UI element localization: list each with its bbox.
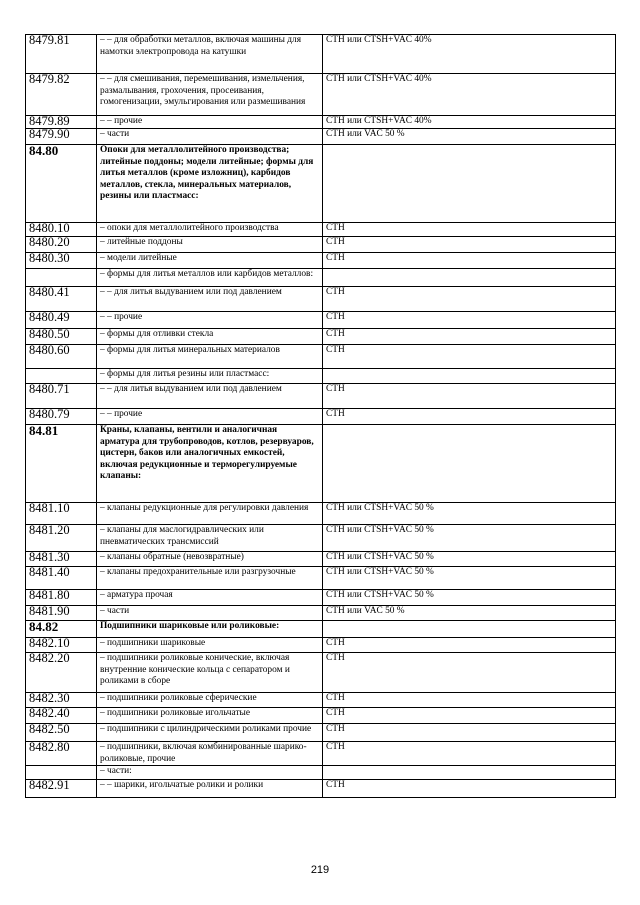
rule-cell: СТН — [323, 384, 616, 409]
rule-cell: СТН или CTSH+VAC 40% — [323, 116, 616, 129]
description-cell: – подшипники, включая комбинированные шарико-роликовые, прочие — [97, 742, 323, 766]
table-row — [26, 742, 616, 766]
heading-row — [26, 621, 616, 638]
rule-cell: СТН — [323, 780, 616, 798]
code-cell: 8480.79 — [26, 409, 97, 425]
code-cell: 8480.20 — [26, 237, 97, 253]
description-cell: – – шарики, игольчатые ролики и ролики — [97, 780, 323, 798]
description-cell: – подшипники роликовые игольчатые — [97, 708, 323, 724]
table-row — [26, 409, 616, 425]
description-cell: – формы для литья резины или пластмасс: — [97, 369, 323, 384]
description-cell: – опоки для металлолитейного производства — [97, 223, 323, 237]
description-cell: – части: — [97, 766, 323, 780]
description-cell: – формы для литья минеральных материалов — [97, 345, 323, 369]
description-cell: Подшипники шариковые или роликовые: — [97, 621, 323, 638]
table-row — [26, 287, 616, 312]
rule-cell: СТН — [323, 329, 616, 345]
table-row — [26, 503, 616, 525]
rule-cell: СТН или CTSH+VAC 50 % — [323, 567, 616, 590]
table-row — [26, 653, 616, 693]
table-row — [26, 525, 616, 552]
table-row — [26, 74, 616, 116]
tariff-table-body — [26, 35, 616, 798]
code-cell — [26, 369, 97, 384]
code-cell: 8482.10 — [26, 638, 97, 653]
description-cell: – подшипники шариковые — [97, 638, 323, 653]
code-cell: 8481.20 — [26, 525, 97, 552]
rule-cell: СТН или CTSH+VAC 50 % — [323, 590, 616, 606]
rule-cell: СТН — [323, 223, 616, 237]
description-cell: – – для литья выдуванием или под давлением — [97, 384, 323, 409]
table-row — [26, 312, 616, 329]
description-cell: – литейные поддоны — [97, 237, 323, 253]
description-cell: – части — [97, 129, 323, 145]
description-cell: – – прочие — [97, 116, 323, 129]
rule-cell — [323, 766, 616, 780]
code-cell: 8479.82 — [26, 74, 97, 116]
table-row — [26, 606, 616, 621]
rule-cell: СТН или CTSH+VAC 50 % — [323, 503, 616, 525]
table-row — [26, 693, 616, 708]
description-cell: – клапаны предохранительные или разгрузочные — [97, 567, 323, 590]
table-row — [26, 384, 616, 409]
code-cell: 8480.10 — [26, 223, 97, 237]
table-row — [26, 253, 616, 269]
tariff-sheet — [25, 34, 616, 798]
description-cell: – модели литейные — [97, 253, 323, 269]
code-cell: 8482.91 — [26, 780, 97, 798]
code-cell: 8479.90 — [26, 129, 97, 145]
rule-cell — [323, 269, 616, 287]
table-row — [26, 269, 616, 287]
code-cell: 8479.81 — [26, 35, 97, 74]
description-cell: – подшипники роликовые конические, включая внутренние конические кольца с сепаратором и роликами в сборе — [97, 653, 323, 693]
table-row — [26, 724, 616, 742]
rule-cell: СТН — [323, 693, 616, 708]
rule-cell: СТН — [323, 345, 616, 369]
description-cell: Опоки для металлолитейного производства; литейные поддоны; модели литейные; формы для литья металлов (кроме изложниц), карбидов металлов, стекла, минеральных материалов, резины или пластмасс: — [97, 145, 323, 223]
description-cell: – – для обработки металлов, включая машины для намотки электропровода на катушки — [97, 35, 323, 74]
rule-cell: СТН или CTSH+VAC 50 % — [323, 525, 616, 552]
table-row — [26, 590, 616, 606]
code-cell: 8482.30 — [26, 693, 97, 708]
table-row — [26, 369, 616, 384]
code-cell: 8482.20 — [26, 653, 97, 693]
description-cell: – – для литья выдуванием или под давлением — [97, 287, 323, 312]
description-cell: – – для смешивания, перемешивания, измельчения, размалывания, грохочения, просеивания, гомогенизации, эмульгирования или размешивания — [97, 74, 323, 116]
description-cell: – – прочие — [97, 312, 323, 329]
description-cell: – части — [97, 606, 323, 621]
code-cell: 8480.41 — [26, 287, 97, 312]
code-cell: 8481.90 — [26, 606, 97, 621]
description-cell: – подшипники с цилиндрическими роликами прочие — [97, 724, 323, 742]
rule-cell: СТН — [323, 253, 616, 269]
rule-cell: СТН — [323, 638, 616, 653]
rule-cell: СТН — [323, 724, 616, 742]
description-cell: – формы для литья металлов или карбидов металлов: — [97, 269, 323, 287]
description-cell: – арматура прочая — [97, 590, 323, 606]
table-row — [26, 567, 616, 590]
rule-cell: СТН или CTSH+VAC 40% — [323, 35, 616, 74]
rule-cell: СТН — [323, 742, 616, 766]
description-cell: – клапаны редукционные для регулировки давления — [97, 503, 323, 525]
rule-cell: СТН — [323, 708, 616, 724]
code-cell: 8480.49 — [26, 312, 97, 329]
code-cell — [26, 766, 97, 780]
table-row — [26, 329, 616, 345]
code-cell — [26, 269, 97, 287]
code-cell: 8480.50 — [26, 329, 97, 345]
table-row — [26, 766, 616, 780]
code-cell: 8481.80 — [26, 590, 97, 606]
code-cell: 8479.89 — [26, 116, 97, 129]
table-row — [26, 780, 616, 798]
code-cell: 8480.71 — [26, 384, 97, 409]
code-cell: 8481.40 — [26, 567, 97, 590]
tariff-table — [25, 34, 616, 798]
rule-cell: СТН — [323, 287, 616, 312]
description-cell: – клапаны для маслогидравлических или пневматических трансмиссий — [97, 525, 323, 552]
description-cell: – – прочие — [97, 409, 323, 425]
table-row — [26, 116, 616, 129]
table-row — [26, 223, 616, 237]
table-row — [26, 129, 616, 145]
code-cell: 84.82 — [26, 621, 97, 638]
rule-cell: СТН или VAC 50 % — [323, 129, 616, 145]
code-cell: 8480.30 — [26, 253, 97, 269]
rule-cell — [323, 145, 616, 223]
heading-row — [26, 425, 616, 503]
code-cell: 84.81 — [26, 425, 97, 503]
description-cell: – клапаны обратные (невозвратные) — [97, 552, 323, 567]
code-cell: 8482.80 — [26, 742, 97, 766]
table-row — [26, 552, 616, 567]
rule-cell: СТН — [323, 653, 616, 693]
table-row — [26, 638, 616, 653]
rule-cell: СТН или CTSH+VAC 40% — [323, 74, 616, 116]
code-cell: 8481.30 — [26, 552, 97, 567]
heading-row — [26, 145, 616, 223]
rule-cell: СТН — [323, 409, 616, 425]
table-row — [26, 237, 616, 253]
code-cell: 8481.10 — [26, 503, 97, 525]
description-cell: Краны, клапаны, вентили и аналогичная арматура для трубопроводов, котлов, резервуаров, цистерн, баков или аналогичных емкостей, включая редукционные и терморегулируемые клапаны: — [97, 425, 323, 503]
rule-cell — [323, 621, 616, 638]
rule-cell: СТН — [323, 312, 616, 329]
code-cell: 8480.60 — [26, 345, 97, 369]
code-cell: 84.80 — [26, 145, 97, 223]
description-cell: – формы для отливки стекла — [97, 329, 323, 345]
table-row — [26, 345, 616, 369]
table-row — [26, 35, 616, 74]
rule-cell — [323, 369, 616, 384]
page-number: 219 — [310, 864, 330, 876]
rule-cell: СТН или VAC 50 % — [323, 606, 616, 621]
rule-cell: СТН — [323, 237, 616, 253]
table-row — [26, 708, 616, 724]
rule-cell: СТН или CTSH+VAC 50 % — [323, 552, 616, 567]
code-cell: 8482.50 — [26, 724, 97, 742]
rule-cell — [323, 425, 616, 503]
code-cell: 8482.40 — [26, 708, 97, 724]
description-cell: – подшипники роликовые сферические — [97, 693, 323, 708]
